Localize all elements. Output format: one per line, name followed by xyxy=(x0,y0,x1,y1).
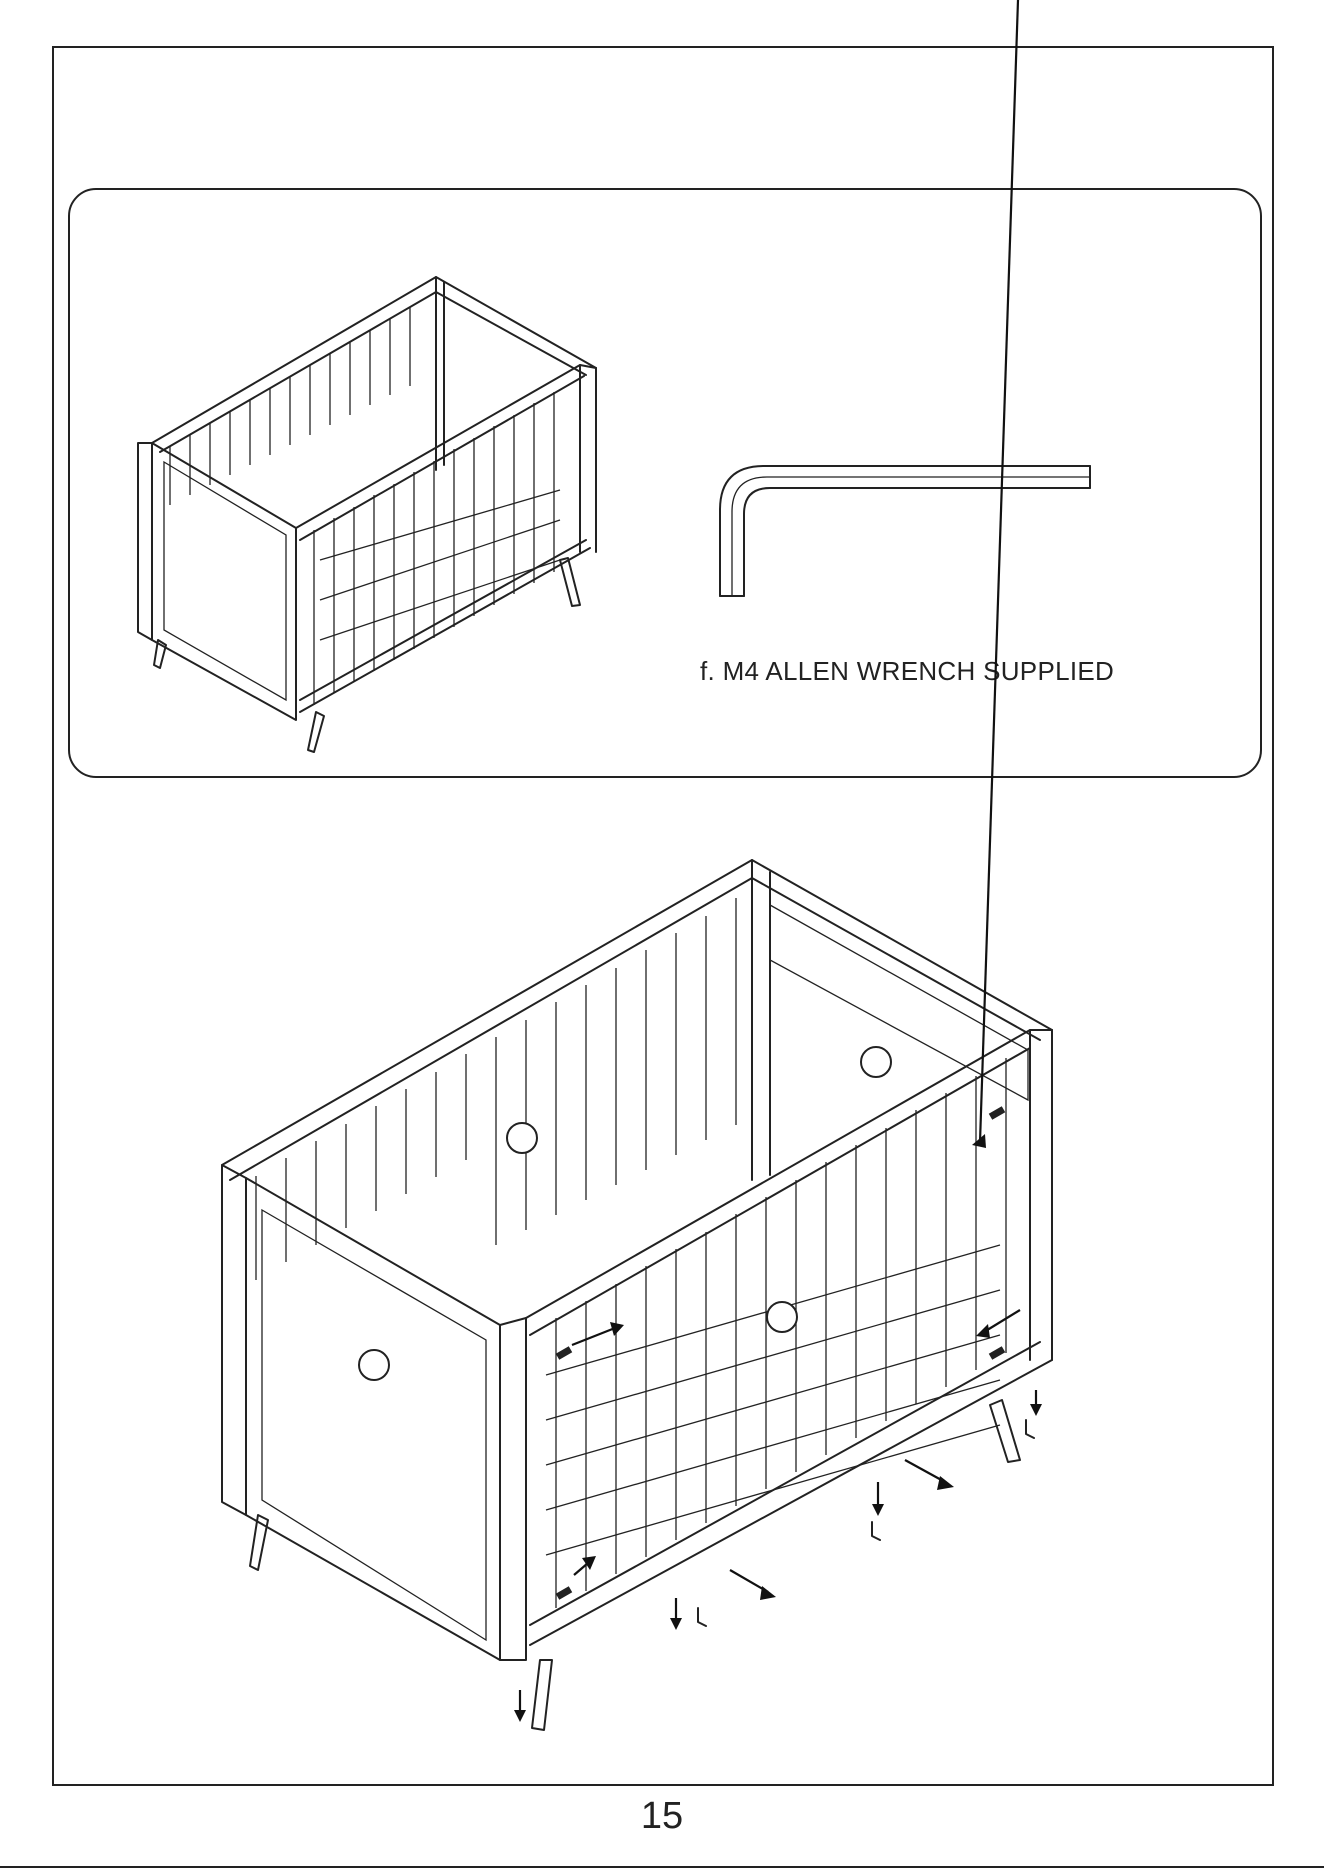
page-number: 15 xyxy=(640,1795,684,1837)
wrench-caption: f. M4 ALLEN WRENCH SUPPLIED xyxy=(700,656,1115,686)
footer-rule xyxy=(0,1866,1324,1868)
